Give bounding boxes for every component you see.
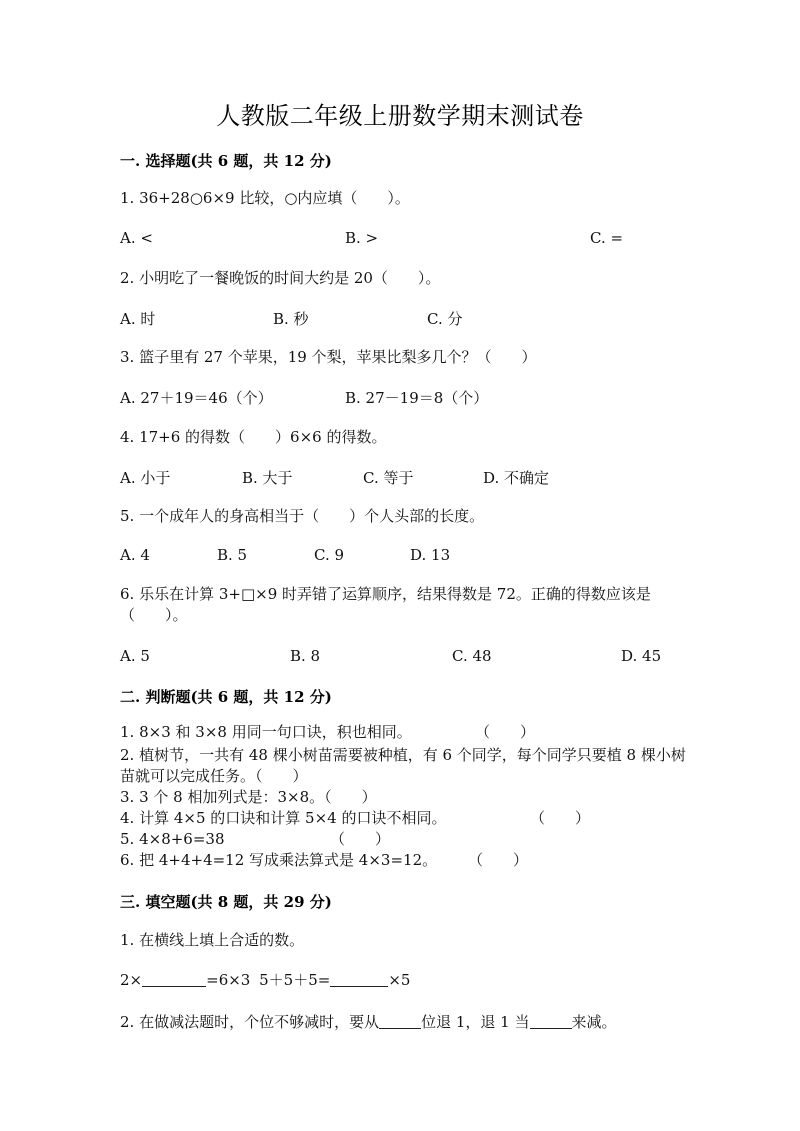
answer-blank[interactable] xyxy=(330,970,388,987)
option-d: D. 45 xyxy=(621,647,662,665)
question-4: 4. 17+6 的得数（ ）6×6 的得数。 xyxy=(120,428,387,446)
judge-paren-1: （ ） xyxy=(475,723,536,741)
option-b: B. 大于 xyxy=(242,469,293,487)
judge-paren-5: （ ） xyxy=(330,830,391,848)
equation-b-prefix: 5＋5＋5= xyxy=(259,971,331,989)
equation-a-prefix: 2× xyxy=(120,971,143,989)
option-a: A. 4 xyxy=(120,546,150,564)
equation-b-suffix: ×5 xyxy=(388,971,411,989)
question-1: 1. 36+28○6×9 比较，○内应填（ ）。 xyxy=(120,189,410,207)
question-6: 6. 乐乐在计算 3+□×9 时弄错了运算顺序，结果得数是 72。正确的得数应该是（ ）。 xyxy=(120,585,651,624)
option-c: C. = xyxy=(590,229,624,247)
option-b: B. 27－19＝8（个） xyxy=(345,389,489,407)
judge-item-1: 1. 8×3 和 3×8 用同一句口诀，积也相同。 xyxy=(120,723,412,741)
fill-q2-part3: 来减。 xyxy=(571,1013,617,1031)
question-2: 2. 小明吃了一餐晚饭的时间大约是 20（ ）。 xyxy=(120,269,441,287)
question-3: 3. 篮子里有 27 个苹果，19 个梨，苹果比梨多几个？（ ） xyxy=(120,348,537,366)
judge-item-3: 3. 3 个 8 相加列式是：3×8。（ ） xyxy=(120,788,377,806)
option-b: B. 秒 xyxy=(273,310,309,328)
option-d: D. 13 xyxy=(410,546,451,564)
option-a: A. 5 xyxy=(120,647,150,665)
section-heading-judge: 二. 判断题(共 6 题，共 12 分) xyxy=(120,688,332,706)
answer-blank[interactable] xyxy=(379,1012,421,1029)
section-heading-choice: 一. 选择题(共 6 题，共 12 分) xyxy=(120,152,332,170)
equation-a-suffix: =6×3 xyxy=(206,971,251,989)
question-5: 5. 一个成年人的身高相当于（ ）个人头部的长度。 xyxy=(120,507,485,525)
option-b: B. 5 xyxy=(217,546,248,564)
option-c: C. 分 xyxy=(427,310,463,328)
judge-paren-6: （ ） xyxy=(468,851,529,869)
section-heading-fill: 三. 填空题(共 8 题，共 29 分) xyxy=(120,893,332,911)
option-a: A. 时 xyxy=(120,310,156,328)
answer-blank[interactable] xyxy=(530,1012,572,1029)
answer-blank[interactable] xyxy=(142,970,206,987)
fill-question-1: 1. 在横线上填上合适的数。 xyxy=(120,931,305,949)
judge-item-6: 6. 把 4+4+4=12 写成乘法算式是 4×3=12。 xyxy=(120,851,438,869)
fill-equations xyxy=(120,969,410,991)
option-c: C. 9 xyxy=(314,546,345,564)
judge-item-4: 4. 计算 4×5 的口诀和计算 5×4 的口诀不相同。 xyxy=(120,809,447,827)
fill-q2-part2: 位退 1，退 1 当 xyxy=(421,1013,530,1031)
option-a: A. < xyxy=(120,229,153,247)
option-a: A. 小于 xyxy=(120,469,171,487)
judge-paren-4: （ ） xyxy=(530,809,591,827)
fill-q2-part1: 2. 在做减法题时，个位不够减时，要从 xyxy=(120,1013,380,1031)
option-c: C. 48 xyxy=(452,647,492,665)
option-b: B. > xyxy=(345,229,379,247)
option-d: D. 不确定 xyxy=(483,469,550,487)
fill-question-2 xyxy=(120,1011,617,1033)
option-a: A. 27＋19＝46（个） xyxy=(120,389,273,407)
exam-title: 人教版二年级上册数学期末测试卷 xyxy=(216,102,584,130)
option-b: B. 8 xyxy=(290,647,321,665)
judge-item-2: 2. 植树节，一共有 48 棵小树苗需要被种植，有 6 个同学，每个同学只要植 8 棵小树苗就可以完成任务。（ ） xyxy=(120,746,686,785)
judge-item-5: 5. 4×8+6=38 xyxy=(120,830,225,848)
option-c: C. 等于 xyxy=(363,469,414,487)
